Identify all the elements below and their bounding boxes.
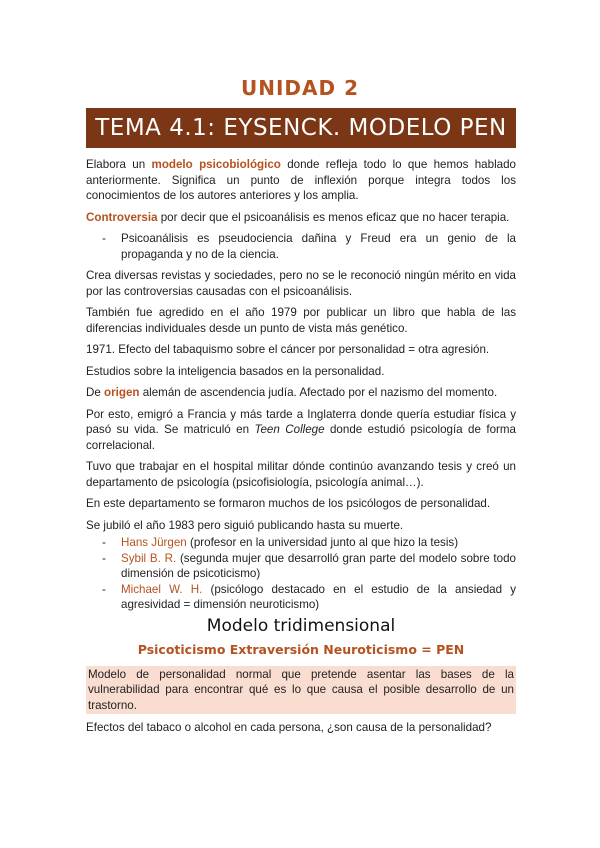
paragraph-controversy: [86, 210, 516, 226]
person-desc: (profesor en la universidad junto al que hizo la tesis): [186, 536, 459, 549]
text-run: donde refleja todo lo que hemos hablado anteriormente. Significa un punto de inflexión porque integra todos los conocimientos de los autores anteriores y los amplia.: [86, 158, 516, 202]
person-desc: (psicólogo destacado en el estudio de la ansiedad y agresividad = dimensión neuroticismo): [121, 582, 516, 611]
bullet-dash: -: [102, 232, 106, 245]
shaded-paragraph: Modelo de personalidad normal que pretende asentar las bases de la vulnerabilidad para encontrar qué es lo que causa el posible desarrollo de un trastorno.: [86, 666, 516, 715]
bullet-dash: -: [102, 582, 106, 596]
paragraph-origin: [86, 385, 516, 401]
unit-title: UNIDAD 2: [241, 76, 359, 100]
paragraph: 1971. Efecto del tabaquismo sobre el cáncer por personalidad = otra agresión.: [86, 343, 490, 356]
list-item: [86, 231, 516, 262]
paragraph: Tuvo que trabajar en el hospital militar dónde continúo avanzando tesis y creó un departamento de psicología (psicofisiología, psicología animal…).: [86, 460, 516, 489]
text-run: por decir que el psicoanálisis es menos eficaz que no hacer terapia.: [157, 210, 510, 224]
person-desc: (segunda mujer que desarrolló gran parte del modelo sobre todo dimensión de psicoticismo): [121, 551, 516, 580]
text-run: Elabora un: [86, 158, 152, 171]
paragraph: En este departamento se formaron muchos de los psicólogos de personalidad.: [86, 497, 491, 510]
paragraph: [86, 407, 516, 454]
highlight-term: modelo psicobiológico: [151, 158, 281, 171]
highlight-term: origen: [104, 386, 140, 399]
section-heading: Modelo tridimensional: [206, 615, 396, 636]
italic-term: Teen College: [254, 423, 325, 436]
bullet-list: [86, 231, 516, 262]
paragraph: Se jubiló el año 1983 pero siguió publicando hasta su muerte.: [86, 518, 404, 532]
text-run: Por esto, emigró a Francia y más tarde a Inglaterra donde quería estudiar física y pasó su vida. Se matriculó en: [86, 407, 516, 436]
text-run: donde estudió psicología de forma correlacional.: [86, 423, 516, 452]
paragraph: Crea diversas revistas y sociedades, pero no se le reconoció ningún mérito en vida por las controversias causadas con el psicoanálisis.: [86, 269, 516, 298]
list-item: [86, 535, 516, 551]
people-list: [86, 535, 516, 613]
paragraph: Efectos del tabaco o alcohol en cada persona, ¿son causa de la personalidad?: [86, 721, 492, 734]
pen-subheading: Psicoticismo Extraversión Neuroticismo = PEN: [137, 642, 465, 657]
list-item: [86, 551, 516, 582]
person-name: Michael W. H.: [121, 582, 203, 596]
text-run: De: [86, 386, 105, 399]
bullet-dash: -: [102, 551, 106, 565]
person-name: Sybil B. R.: [121, 551, 177, 565]
person-name: Hans Jürgen: [121, 536, 187, 549]
topic-banner: TEMA 4.1: EYSENCK. MODELO PEN: [86, 108, 516, 148]
list-item-text: Psicoanálisis es pseudociencia dañina y Freud era un genio de la propaganda y no de la ciencia.: [121, 232, 516, 261]
bullet-dash: -: [102, 536, 106, 549]
text-run: alemán de ascendencia judía. Afectado por el nazismo del momento.: [139, 386, 498, 399]
paragraph-intro: [86, 157, 516, 204]
list-item: [86, 582, 516, 613]
paragraph: Estudios sobre la inteligencia basados en la personalidad.: [86, 364, 385, 378]
paragraph: También fue agredido en el año 1979 por publicar un libro que habla de las diferencias individuales desde un punto de vista más genético.: [86, 306, 516, 335]
highlight-term: Controversia: [86, 210, 158, 224]
document-body: [86, 157, 516, 742]
